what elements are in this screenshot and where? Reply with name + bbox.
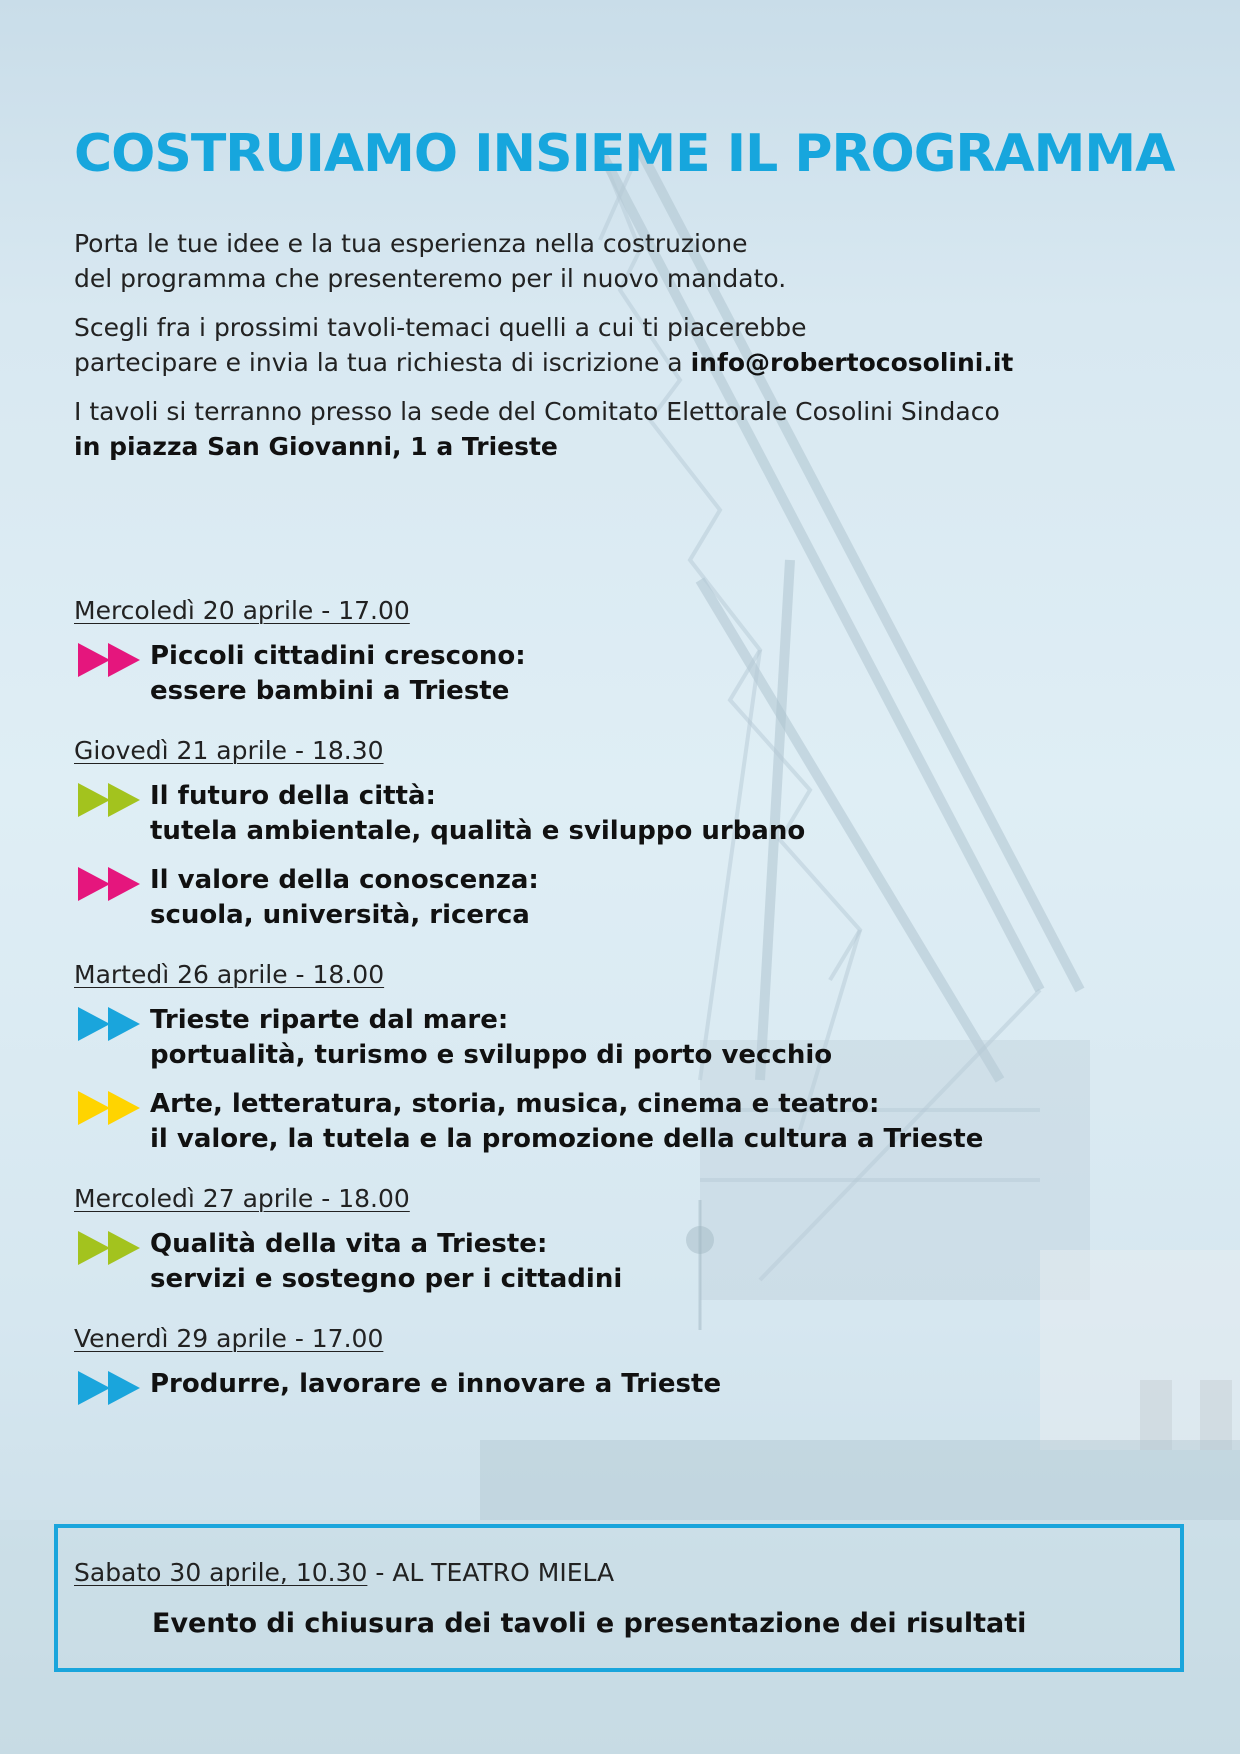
schedule-item-subtitle: il valore, la tutela e la promozione della cultura a Trieste [150, 1124, 984, 1154]
schedule-item-title: Piccoli cittadini crescono: [150, 641, 526, 671]
schedule-date: Mercoledì 27 aprile - 18.00 [74, 1184, 410, 1213]
schedule-item-subtitle: portualità, turismo e sviluppo di porto vecchio [150, 1040, 833, 1070]
double-arrow-icon [78, 1371, 142, 1405]
intro-text: partecipare e invia la tua richiesta di iscrizione a [74, 348, 691, 377]
closing-event-box [54, 1524, 1184, 1672]
schedule-item [74, 1227, 1134, 1297]
schedule-date: Mercoledì 20 aprile - 17.00 [74, 596, 410, 625]
intro-text: del programma che presenteremo per il nuovo mandato. [74, 264, 787, 293]
schedule-item [74, 1367, 1134, 1402]
schedule-day [74, 1183, 1134, 1297]
schedule-item [74, 1003, 1134, 1073]
schedule-item-subtitle: essere bambini a Trieste [150, 676, 510, 706]
schedule-item [74, 863, 1134, 933]
venue-address: in piazza San Giovanni, 1 a Trieste [74, 432, 558, 461]
closing-event-venue: AL TEATRO MIELA [392, 1558, 615, 1587]
schedule-date: Giovedì 21 aprile - 18.30 [74, 736, 384, 765]
intro-section [74, 226, 1074, 478]
schedule-date: Martedì 26 aprile - 18.00 [74, 960, 385, 989]
double-arrow-icon [78, 1231, 142, 1265]
schedule-item-subtitle: tutela ambientale, qualità e sviluppo urbano [150, 816, 806, 846]
schedule-day [74, 595, 1134, 709]
schedule-list [74, 595, 1134, 1428]
schedule-item-title: Produrre, lavorare e innovare a Trieste [150, 1369, 722, 1399]
schedule-item-title: Qualità della vita a Trieste: [150, 1229, 548, 1259]
schedule-item-title: Il futuro della città: [150, 781, 436, 811]
contact-email-link[interactable]: info@robertocosolini.it [690, 348, 1014, 377]
double-arrow-icon [78, 783, 142, 817]
closing-event-date-line [74, 1558, 614, 1587]
intro-text: Scegli fra i prossimi tavoli-temaci quelli a cui ti piacerebbe [74, 313, 807, 342]
double-arrow-icon [78, 1091, 142, 1125]
double-arrow-icon [78, 643, 142, 677]
intro-paragraph-1 [74, 226, 1074, 296]
intro-text-with-email [74, 345, 1074, 380]
schedule-item-title: Trieste riparte dal mare: [150, 1005, 509, 1035]
schedule-item [74, 779, 1134, 849]
closing-separator: - [367, 1558, 393, 1587]
schedule-day [74, 959, 1134, 1157]
intro-text: I tavoli si terranno presso la sede del Comitato Elettorale Cosolini Sindaco [74, 397, 1000, 426]
schedule-item [74, 1087, 1134, 1157]
schedule-item-title: Il valore della conoscenza: [150, 865, 539, 895]
intro-paragraph-2 [74, 310, 1074, 380]
schedule-item-subtitle: servizi e sostegno per i cittadini [150, 1264, 623, 1294]
schedule-item-subtitle: scuola, università, ricerca [150, 900, 530, 930]
schedule-day [74, 735, 1134, 933]
closing-event-date: Sabato 30 aprile, 10.30 [74, 1558, 368, 1587]
page-title: COSTRUIAMO INSIEME IL PROGRAMMA [74, 124, 1175, 184]
schedule-date: Venerdì 29 aprile - 17.00 [74, 1324, 384, 1353]
double-arrow-icon [78, 867, 142, 901]
schedule-day [74, 1323, 1134, 1402]
schedule-item [74, 639, 1134, 709]
double-arrow-icon [78, 1007, 142, 1041]
intro-paragraph-3 [74, 394, 1074, 464]
schedule-item-title: Arte, letteratura, storia, musica, cinema e teatro: [150, 1089, 880, 1119]
intro-text: Porta le tue idee e la tua esperienza nella costruzione [74, 229, 748, 258]
closing-event-title: Evento di chiusura dei tavoli e presentazione dei risultati [152, 1608, 1027, 1639]
